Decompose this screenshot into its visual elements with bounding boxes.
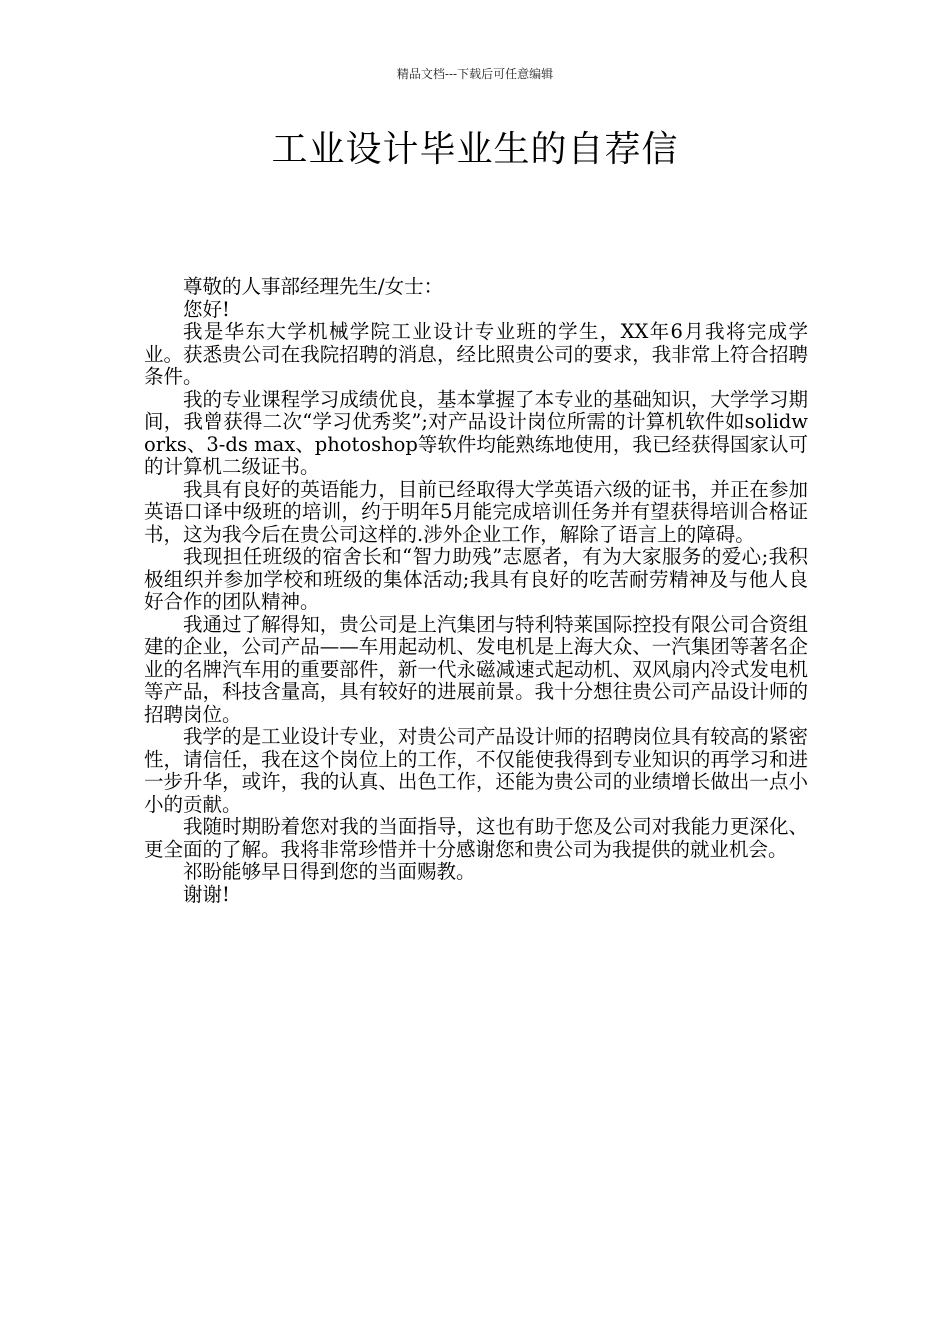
letter-body [144,276,808,906]
salutation: 尊敬的人事部经理先生/女士： [183,275,444,298]
paragraph-english: 我具有良好的英语能力，目前已经取得大学英语六级的证书，并正在参加英语口译中级班的培训，约于明年5月能完成培训任务并有望获得培训合格证书，这为我今后在贵公司这样的.涉外企业工作，解除了语言上的障碍。 [144,477,808,546]
paragraph-academics: 我的专业课程学习成绩优良，基本掌握了本专业的基础知识，大学学习期间，我曾获得二次“学习优秀奖”;对产品设计岗位所需的计算机软件如solidworks、3-ds max、photoshop等软件均能熟练地使用，我已经获得国家认可的计算机二级证书。 [144,387,808,478]
paragraph-fit: 我学的是工业设计专业，对贵公司产品设计师的招聘岗位具有较高的紧密性，请信任，我在这个岗位上的工作，不仅能使我得到专业知识的再学习和进一步升华，或许，我的认真、出色工作，还能为贵公司的业绩增长做出一点小小的贡献。 [144,725,808,816]
paragraph-request: 我随时期盼着您对我的当面指导，这也有助于您及公司对我能力更深化、更全面的了解。我将非常珍惜并十分感谢您和贵公司为我提供的就业机会。 [144,815,808,861]
thanks: 谢谢! [183,882,230,906]
header-note: 精品文档---下载后可任意编辑 [396,67,554,81]
greeting: 您好! [183,297,230,321]
closing: 祁盼能够早日得到您的当面赐教。 [183,860,476,883]
document-title: 工业设计毕业生的自荐信 [271,129,679,170]
paragraph-introduction: 我是华东大学机械学院工业设计专业班的学生，XX年6月我将完成学业。获悉贵公司在我院招聘的消息，经比照贵公司的要求，我非常上符合招聘条件。 [144,320,808,388]
paragraph-company: 我通过了解得知，贵公司是上汽集团与特利特莱国际控投有限公司合资组建的企业，公司产品——车用起动机、发电机是上海大众、一汽集团等著名企业的名牌汽车用的重要部件，新一代永磁减速式起动机、双风扇内冷式发电机等产品，科技含量高，具有较好的进展前景。我十分想往贵公司产品设计师的招聘岗位。 [144,612,808,726]
paragraph-activities: 我现担任班级的宿舍长和“智力助残”志愿者，有为大家服务的爱心;我积极组织并参加学校和班级的集体活动;我具有良好的吃苦耐劳精神及与他人良好合作的团队精神。 [144,545,808,613]
